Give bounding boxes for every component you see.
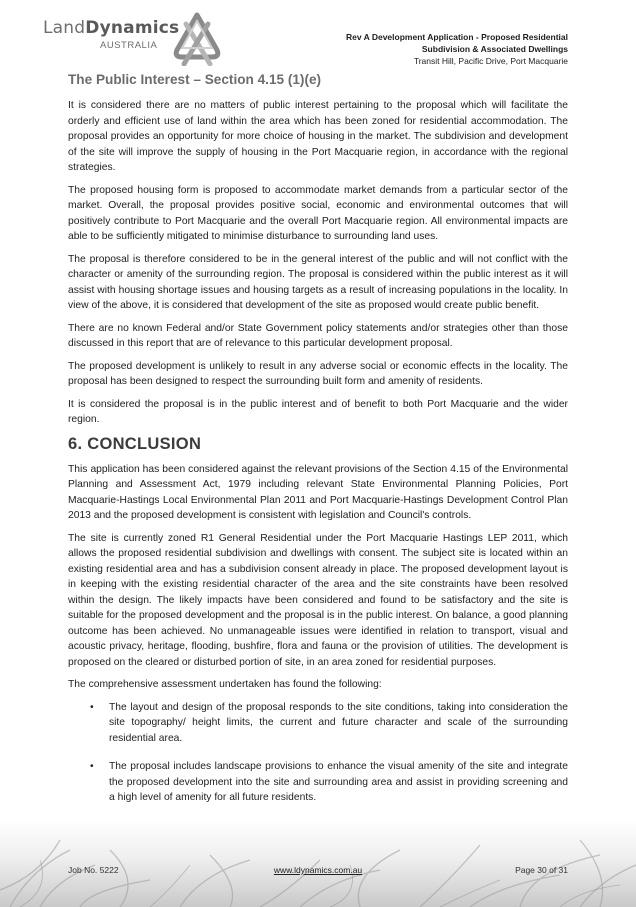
list-item-text: The layout and design of the proposal responds to the site conditions, taking into consideration the site topography/ height limits, the current and future character and scale of the surrounding residential area.	[109, 701, 568, 744]
logo-wordmark: LandDynamics	[43, 18, 180, 38]
list-item	[68, 700, 568, 747]
document-title-line-2: Subdivision & Associated Dwellings	[421, 44, 568, 54]
public-interest-heading: The Public Interest – Section 4.15 (1)(e)	[68, 72, 322, 87]
company-logo	[43, 18, 180, 51]
bullet-icon: •	[90, 701, 94, 713]
footer-grass-background	[0, 820, 636, 907]
grass-texture-icon	[0, 820, 636, 907]
public-interest-paragraph-3: The proposal is therefore considered to be in the general interest of the public and will not conflict with the character or amenity of the surrounding region. The proposal is considered within the public interest as it will assist with housing shortage issues and housing targets as a result of increasing populations in the locality. In view of the above, it is considered that development of the site as proposed would create public benefit.	[68, 253, 568, 311]
conclusion-paragraph-3: The comprehensive assessment undertaken has found the following:	[68, 679, 382, 690]
public-interest-paragraph-5: The proposed development is unlikely to result in any adverse social or economic effects in the locality. The proposal has been designed to respect the surrounding built form and amenity of residents.	[68, 360, 568, 387]
website-link[interactable]: www.ldynamics.com.au	[273, 865, 363, 875]
public-interest-paragraph-1: It is considered there are no matters of public interest pertaining to the proposal which will facilitate the orderly and efficient use of land within the area which has been zoned for residential accommodation. The proposal provides an opportunity for more choice of housing in the market. The subdivision and development of the site will improve the supply of housing in the Port Macquarie region, in accordance with the regional strategies.	[68, 100, 568, 173]
public-interest-paragraph-2: The proposed housing form is proposed to accommodate market demands from a particular sector of the market. Overall, the proposal provides positive social, economic and environmental outcomes that will positively contribute to Port Macquarie and the overall Port Macquarie region. All environmental impacts are able to be sufficiently mitigated to minimise disturbance to surrounding land uses.	[68, 184, 568, 242]
public-interest-paragraph-4: There are no known Federal and/or State Government policy statements and/or strategies other than those discussed in this report that are of relevance to this particular development proposal.	[68, 322, 568, 349]
logo-subtitle: AUSTRALIA	[100, 40, 158, 51]
assessment-findings-list	[68, 700, 568, 806]
site-location: Transit Hill, Pacific Drive, Port Macquarie	[413, 56, 568, 66]
document-title-block	[346, 31, 568, 67]
page-header	[0, 0, 636, 72]
document-title-line-1: Rev A Development Application - Proposed Residential	[346, 32, 568, 42]
job-number: Job No. 5222	[68, 865, 119, 875]
page-body	[68, 72, 568, 819]
interlocking-triangle-logo-icon	[172, 12, 222, 66]
public-interest-paragraph-6: It is considered the proposal is in the public interest and of benefit to both Port Macquarie and the wider region.	[68, 398, 568, 425]
conclusion-paragraph-1: This application has been considered against the relevant provisions of the Section 4.15 of the Environmental Planning and Assessment Act, 1979 including relevant State Environmental Planning Policies, Port Macquarie-Hastings Local Environmental Plan 2011 and Port Macquarie-Hastings Development Control Plan 2013 and the proposed development is consistent with legislation and Council's controls.	[68, 463, 568, 521]
bullet-icon: •	[90, 761, 94, 772]
list-item-text: The proposal includes landscape provisions to enhance the visual amenity of the site and integrate the proposed development into the site and surrounding area and assist in providing screening and a high level of amenity for all future residents.	[109, 761, 568, 803]
list-item	[68, 759, 568, 806]
conclusion-paragraph-2: The site is currently zoned R1 General Residential under the Port Macquarie Hastings LEP 2011, which allows the proposed residential subdivision and dwellings with consent. The subject site is located within an existing residential area and has a subdivision consent already in place. The proposed development layout is in keeping with the existing residential character of the area and the site constraints have been resolved within the design. The likely impacts have been considered and found to be satisfactory and the site is suitable for the proposed development and the proposal is in the public interest. On balance, a good planning outcome has been achieved. No unmanageable issues were identified in relation to transport, visual and acoustic privacy, heritage, flooding, bushfire, flora and fauna or the provision of utilities. The development is proposed on the cleared or disturbed portion of site, in an area zoned for residential purposes.	[68, 532, 568, 668]
conclusion-heading: 6. CONCLUSION	[68, 434, 202, 453]
page-number: Page 30 of 31	[515, 865, 568, 875]
